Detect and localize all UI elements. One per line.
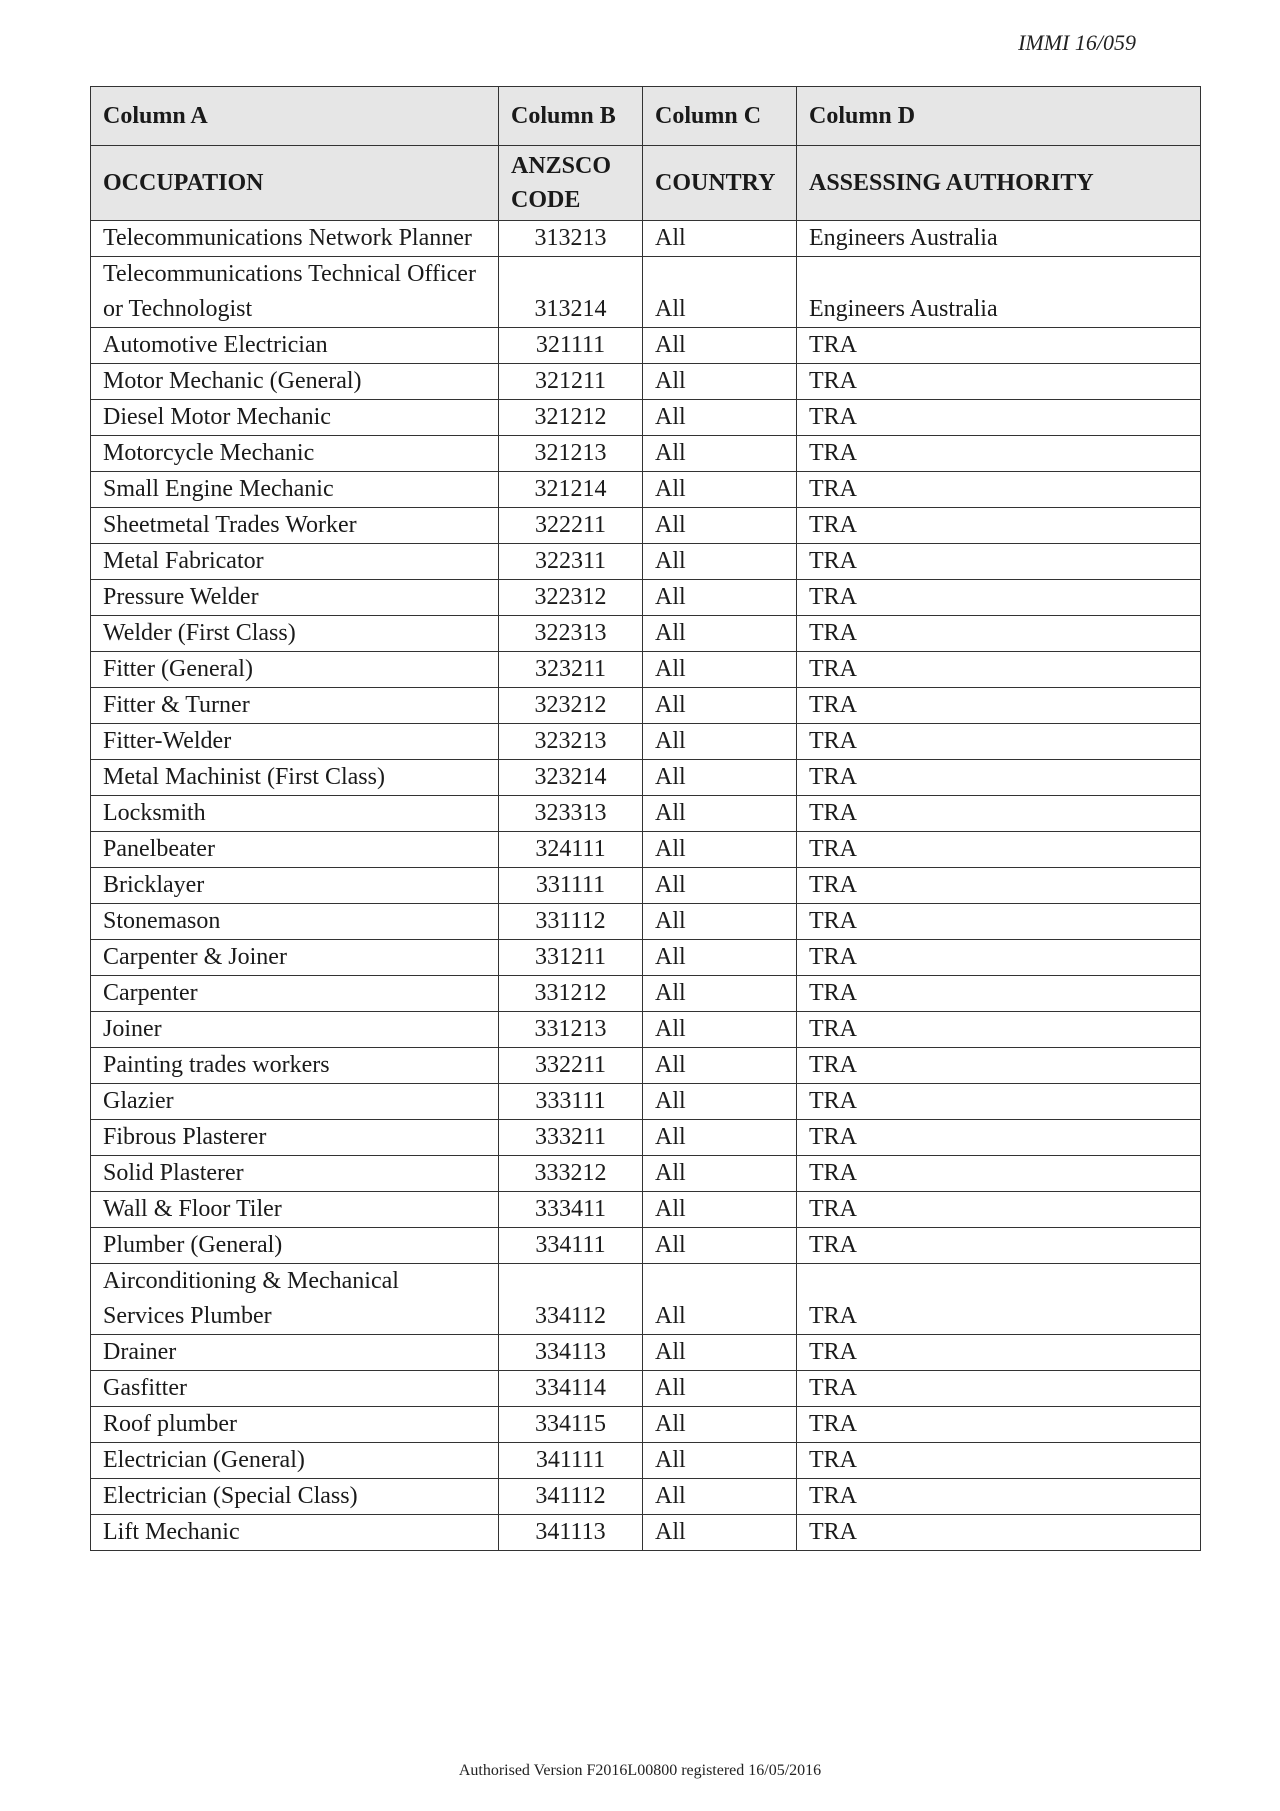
occupation-cell: Glazier (91, 1084, 499, 1120)
occupation-cell: Locksmith (91, 796, 499, 832)
occupation-cell: Bricklayer (91, 868, 499, 904)
assessing-authority-cell: TRA (797, 1228, 1201, 1264)
table-row (91, 1335, 1201, 1371)
column-letter-row (91, 87, 1201, 146)
occupation-cell: Sheetmetal Trades Worker (91, 508, 499, 544)
occupation-cell: Small Engine Mechanic (91, 472, 499, 508)
occupation-cell: Gasfitter (91, 1371, 499, 1407)
occupation-cell: Electrician (General) (91, 1443, 499, 1479)
country-cell: All (643, 1048, 797, 1084)
anzsco-code-cell: 331112 (499, 904, 643, 940)
table-row (91, 544, 1201, 580)
assessing-authority-cell: TRA (797, 1443, 1201, 1479)
occupation-cell: Diesel Motor Mechanic (91, 400, 499, 436)
occupation-cell: Lift Mechanic (91, 1515, 499, 1551)
country-cell: All (643, 400, 797, 436)
assessing-authority-cell: Engineers Australia (797, 257, 1201, 328)
table-row (91, 904, 1201, 940)
country-cell: All (643, 1407, 797, 1443)
anzsco-code-cell: 333212 (499, 1156, 643, 1192)
assessing-authority-cell: TRA (797, 472, 1201, 508)
country-cell: All (643, 1371, 797, 1407)
occupation-cell: Pressure Welder (91, 580, 499, 616)
assessing-authority-cell: TRA (797, 616, 1201, 652)
country-cell: All (643, 257, 797, 328)
anzsco-code-cell: 313213 (499, 221, 643, 257)
country-cell: All (643, 436, 797, 472)
anzsco-code-cell: 334112 (499, 1264, 643, 1335)
column-a-header: Column A (91, 87, 499, 146)
occupation-cell: Plumber (General) (91, 1228, 499, 1264)
country-cell: All (643, 580, 797, 616)
table-row (91, 257, 1201, 328)
assessing-authority-cell: TRA (797, 1515, 1201, 1551)
table-row (91, 976, 1201, 1012)
assessing-authority-cell: TRA (797, 1084, 1201, 1120)
anzsco-code-cell: 333411 (499, 1192, 643, 1228)
country-cell: All (643, 1335, 797, 1371)
anzsco-code-cell: 322313 (499, 616, 643, 652)
anzsco-code-cell: 331111 (499, 868, 643, 904)
assessing-authority-cell: TRA (797, 760, 1201, 796)
anzsco-code-cell: 321214 (499, 472, 643, 508)
anzsco-code-cell: 321213 (499, 436, 643, 472)
country-cell: All (643, 328, 797, 364)
anzsco-code-cell: 334115 (499, 1407, 643, 1443)
country-cell: All (643, 1084, 797, 1120)
anzsco-code-cell: 341112 (499, 1479, 643, 1515)
table-header (91, 87, 1201, 221)
anzsco-code-cell: 323212 (499, 688, 643, 724)
occupation-cell: Panelbeater (91, 832, 499, 868)
table-row (91, 868, 1201, 904)
anzsco-code-cell: 334111 (499, 1228, 643, 1264)
table-row (91, 1515, 1201, 1551)
country-cell: All (643, 508, 797, 544)
table-row (91, 580, 1201, 616)
assessing-authority-cell: TRA (797, 652, 1201, 688)
occupation-cell: Fibrous Plasterer (91, 1120, 499, 1156)
anzsco-code-header: ANZSCO CODE (499, 146, 643, 221)
table-row (91, 760, 1201, 796)
occupation-table (90, 86, 1201, 1551)
table-row (91, 1371, 1201, 1407)
occupation-cell: Metal Fabricator (91, 544, 499, 580)
assessing-authority-cell: TRA (797, 436, 1201, 472)
assessing-authority-cell: TRA (797, 1192, 1201, 1228)
anzsco-code-cell: 323214 (499, 760, 643, 796)
occupation-cell: Fitter & Turner (91, 688, 499, 724)
anzsco-code-cell: 323211 (499, 652, 643, 688)
assessing-authority-cell: TRA (797, 976, 1201, 1012)
country-cell: All (643, 544, 797, 580)
country-cell: All (643, 1443, 797, 1479)
table-row (91, 940, 1201, 976)
country-cell: All (643, 904, 797, 940)
country-cell: All (643, 1192, 797, 1228)
occupation-cell: Roof plumber (91, 1407, 499, 1443)
table-body (91, 221, 1201, 1551)
column-title-row (91, 146, 1201, 221)
country-cell: All (643, 868, 797, 904)
country-cell: All (643, 652, 797, 688)
table-row (91, 1264, 1201, 1335)
authorised-version-footer: Authorised Version F2016L00800 registered 16/05/2016 (458, 1762, 822, 1779)
occupation-cell: Metal Machinist (First Class) (91, 760, 499, 796)
assessing-authority-cell: TRA (797, 508, 1201, 544)
country-cell: All (643, 832, 797, 868)
country-cell: All (643, 760, 797, 796)
anzsco-code-cell: 341113 (499, 1515, 643, 1551)
occupation-cell: Fitter (General) (91, 652, 499, 688)
occupation-cell: Fitter-Welder (91, 724, 499, 760)
anzsco-code-cell: 341111 (499, 1443, 643, 1479)
occupation-cell: Solid Plasterer (91, 1156, 499, 1192)
country-cell: All (643, 1264, 797, 1335)
assessing-authority-cell: TRA (797, 1012, 1201, 1048)
country-cell: All (643, 364, 797, 400)
table-row (91, 1012, 1201, 1048)
country-cell: All (643, 1120, 797, 1156)
table-row (91, 364, 1201, 400)
table-row (91, 616, 1201, 652)
column-b-header: Column B (499, 87, 643, 146)
table-row (91, 724, 1201, 760)
assessing-authority-cell: TRA (797, 1479, 1201, 1515)
occupation-cell: Airconditioning & Mechanical Services Plumber (91, 1264, 499, 1335)
anzsco-code-cell: 323313 (499, 796, 643, 832)
table-row (91, 652, 1201, 688)
occupation-cell: Motorcycle Mechanic (91, 436, 499, 472)
country-cell: All (643, 472, 797, 508)
table-row (91, 400, 1201, 436)
assessing-authority-cell: TRA (797, 400, 1201, 436)
assessing-authority-cell: TRA (797, 328, 1201, 364)
anzsco-code-cell: 321111 (499, 328, 643, 364)
table-row (91, 796, 1201, 832)
anzsco-code-cell: 333211 (499, 1120, 643, 1156)
table-row (91, 688, 1201, 724)
anzsco-code-cell: 323213 (499, 724, 643, 760)
country-cell: All (643, 976, 797, 1012)
anzsco-code-cell: 331212 (499, 976, 643, 1012)
table-row (91, 1407, 1201, 1443)
occupation-cell: Telecommunications Network Planner (91, 221, 499, 257)
assessing-authority-cell: TRA (797, 1407, 1201, 1443)
assessing-authority-cell: TRA (797, 688, 1201, 724)
assessing-authority-cell: TRA (797, 1156, 1201, 1192)
country-cell: All (643, 1228, 797, 1264)
country-header: COUNTRY (643, 146, 797, 221)
assessing-authority-cell: TRA (797, 1048, 1201, 1084)
assessing-authority-cell: TRA (797, 1335, 1201, 1371)
table-row (91, 436, 1201, 472)
occupation-cell: Carpenter (91, 976, 499, 1012)
assessing-authority-cell: TRA (797, 1264, 1201, 1335)
assessing-authority-header: ASSESSING AUTHORITY (797, 146, 1201, 221)
occupation-cell: Welder (First Class) (91, 616, 499, 652)
anzsco-code-cell: 322211 (499, 508, 643, 544)
occupation-cell: Carpenter & Joiner (91, 940, 499, 976)
occupation-cell: Wall & Floor Tiler (91, 1192, 499, 1228)
table-row (91, 1443, 1201, 1479)
assessing-authority-cell: TRA (797, 940, 1201, 976)
table-row (91, 1120, 1201, 1156)
anzsco-code-cell: 322312 (499, 580, 643, 616)
table-row (91, 221, 1201, 257)
anzsco-code-cell: 324111 (499, 832, 643, 868)
anzsco-code-cell: 322311 (499, 544, 643, 580)
assessing-authority-cell: TRA (797, 544, 1201, 580)
anzsco-code-cell: 331211 (499, 940, 643, 976)
column-d-header: Column D (797, 87, 1201, 146)
occupation-cell: Electrician (Special Class) (91, 1479, 499, 1515)
assessing-authority-cell: TRA (797, 868, 1201, 904)
assessing-authority-cell: TRA (797, 904, 1201, 940)
assessing-authority-cell: TRA (797, 724, 1201, 760)
occupation-cell: Telecommunications Technical Officer or Technologist (91, 257, 499, 328)
assessing-authority-cell: TRA (797, 1120, 1201, 1156)
occupation-cell: Painting trades workers (91, 1048, 499, 1084)
country-cell: All (643, 1479, 797, 1515)
table-row (91, 1192, 1201, 1228)
anzsco-code-cell: 313214 (499, 257, 643, 328)
occupation-cell: Automotive Electrician (91, 328, 499, 364)
table-row (91, 832, 1201, 868)
table-row (91, 472, 1201, 508)
column-c-header: Column C (643, 87, 797, 146)
assessing-authority-cell: TRA (797, 364, 1201, 400)
occupation-cell: Joiner (91, 1012, 499, 1048)
country-cell: All (643, 1515, 797, 1551)
country-cell: All (643, 616, 797, 652)
assessing-authority-cell: TRA (797, 1371, 1201, 1407)
table-row (91, 1228, 1201, 1264)
anzsco-code-cell: 321212 (499, 400, 643, 436)
country-cell: All (643, 796, 797, 832)
country-cell: All (643, 221, 797, 257)
occupation-cell: Drainer (91, 1335, 499, 1371)
occupation-cell: Motor Mechanic (General) (91, 364, 499, 400)
assessing-authority-cell: Engineers Australia (797, 221, 1201, 257)
country-cell: All (643, 1156, 797, 1192)
table-row (91, 1479, 1201, 1515)
assessing-authority-cell: TRA (797, 832, 1201, 868)
table-row (91, 328, 1201, 364)
document-reference: IMMI 16/059 (1018, 30, 1136, 55)
country-cell: All (643, 1012, 797, 1048)
occupation-header: OCCUPATION (91, 146, 499, 221)
table-row (91, 1048, 1201, 1084)
occupation-cell: Stonemason (91, 904, 499, 940)
assessing-authority-cell: TRA (797, 796, 1201, 832)
table-row (91, 1084, 1201, 1120)
anzsco-code-cell: 321211 (499, 364, 643, 400)
country-cell: All (643, 940, 797, 976)
country-cell: All (643, 724, 797, 760)
table-row (91, 1156, 1201, 1192)
anzsco-code-cell: 333111 (499, 1084, 643, 1120)
anzsco-code-cell: 334113 (499, 1335, 643, 1371)
anzsco-code-cell: 331213 (499, 1012, 643, 1048)
assessing-authority-cell: TRA (797, 580, 1201, 616)
table-row (91, 508, 1201, 544)
anzsco-code-cell: 332211 (499, 1048, 643, 1084)
anzsco-code-cell: 334114 (499, 1371, 643, 1407)
country-cell: All (643, 688, 797, 724)
